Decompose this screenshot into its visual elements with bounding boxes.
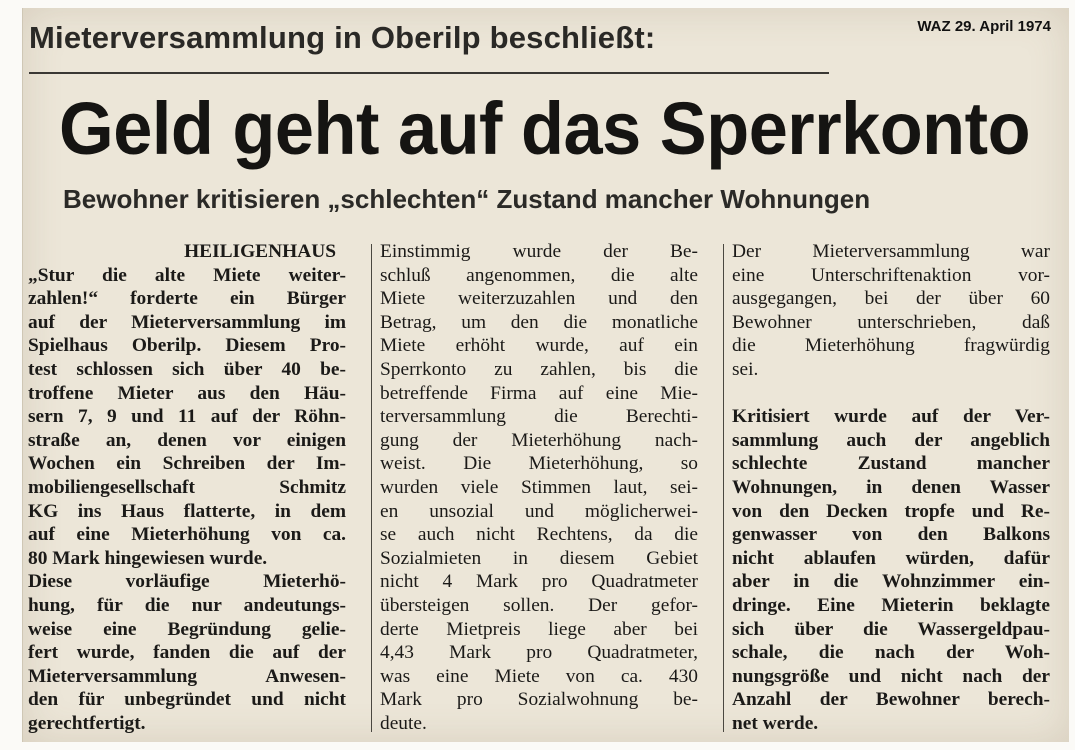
article-column-2: [380, 240, 698, 735]
text-line: net werde.: [732, 712, 819, 734]
text-line: sern 7, 9 und 11 auf der Röhn-: [28, 406, 346, 428]
text-line: troffene Mieter aus den Häu-: [28, 382, 346, 404]
text-line: Sozialmieten in diesem Gebiet: [380, 547, 698, 569]
text-line: deute.: [380, 712, 427, 734]
text-line: fert wurde, fanden die auf der: [28, 642, 346, 664]
text-line: straße an, denen vor einigen: [28, 429, 346, 451]
kicker-headline: Mieterversammlung in Oberilp beschließt:: [29, 20, 656, 55]
text-line: Kritisiert wurde auf der Ver-: [732, 406, 1050, 428]
text-line: en unsozial und möglicherwei-: [380, 500, 698, 522]
text-line: weise eine Begründung gelie-: [28, 618, 346, 640]
dateline: HEILIGENHAUS: [184, 241, 336, 262]
text-line: was eine Miete von ca. 430: [380, 665, 698, 687]
text-line: Spielhaus Oberilp. Diesem Pro-: [28, 335, 346, 357]
text-line: sich über die Wassergeldpau-: [732, 618, 1050, 640]
text-line: ausgegangen, bei der über 60: [732, 288, 1050, 310]
text-line: mobiliengesellschaft Schmitz: [28, 476, 346, 498]
text-line: Der Mieterversammlung war: [732, 241, 1050, 262]
text-line: schale, die nach der Woh-: [732, 642, 1050, 664]
text-line: Wohnungen, in denen Wasser: [732, 476, 1050, 498]
text-line: aber in die Wohnzimmer ein-: [732, 571, 1050, 593]
text-line: test schlossen sich über 40 be-: [28, 358, 346, 380]
text-line: Bewohner unterschrieben, daß: [732, 311, 1050, 333]
text-line: Diese vorläufige Mieterhö-: [28, 571, 346, 593]
text-line: Sperrkonto zu zahlen, bis die: [380, 358, 698, 380]
text-line: auf eine Mieterhöhung von ca.: [28, 524, 346, 546]
text-line: zahlen!“ forderte ein Bürger: [28, 288, 346, 310]
text-line: Betrag, um den die monatliche: [380, 311, 698, 333]
text-line: terversammlung die Berechti-: [380, 406, 698, 428]
text-line: Mark pro Sozialwohnung be-: [380, 689, 698, 711]
text-line: wurden viele Stimmen laut, sei-: [380, 476, 698, 498]
text-line: Miete erhöht wurde, auf ein: [380, 335, 698, 357]
text-line: die Mieterhöhung fragwürdig: [732, 335, 1050, 357]
text-line: genwasser von den Balkons: [732, 524, 1050, 546]
text-line: Mieterversammlung Anwesen-: [28, 665, 346, 687]
column-3-paragraph-1: [732, 240, 1050, 382]
text-line: betreffende Firma auf eine Mie-: [380, 382, 698, 404]
text-line: nicht 4 Mark pro Quadratmeter: [380, 571, 698, 593]
column-divider-2: [723, 244, 724, 732]
text-line: 80 Mark hingewiesen wurde.: [28, 547, 268, 569]
text-line: Wochen ein Schreiben der Im-: [28, 453, 346, 475]
column-1-body: [28, 264, 346, 736]
text-line: „Stur die alte Miete weiter-: [28, 264, 346, 286]
paragraph-gap: [732, 382, 1050, 406]
text-line: sei.: [732, 358, 759, 380]
text-line: auf der Mieterversammlung im: [28, 311, 346, 333]
text-line: se auch nicht Rechtens, da die: [380, 524, 698, 546]
column-3-paragraph-2: [732, 405, 1050, 735]
column-2-body: [380, 240, 698, 735]
text-line: nicht ablaufen würden, dafür: [732, 547, 1050, 569]
text-line: gerechtfertigt.: [28, 712, 146, 734]
source-label: WAZ 29. April 1974: [917, 18, 1051, 35]
article-column-1: [28, 240, 346, 735]
text-line: übersteigen sollen. Der gefor-: [380, 594, 698, 616]
kicker-underline: [29, 72, 829, 74]
text-line: dringe. Eine Mieterin beklagte: [732, 594, 1050, 616]
text-line: von den Decken tropfe und Re-: [732, 500, 1050, 522]
main-headline: Geld geht auf das Sperrkonto: [59, 87, 1031, 170]
subheadline: Bewohner kritisieren „schlechten“ Zustand mancher Wohnungen: [63, 184, 871, 214]
text-line: Anzahl der Bewohner berech-: [732, 689, 1050, 711]
article-column-3: [732, 240, 1050, 735]
text-line: gung der Mieterhöhung nach-: [380, 429, 698, 451]
text-line: Einstimmig wurde der Be-: [380, 241, 698, 262]
text-line: den für unbegründet und nicht: [28, 689, 346, 711]
text-line: Miete weiterzuzahlen und den: [380, 288, 698, 310]
text-line: eine Unterschriftenaktion vor-: [732, 264, 1050, 286]
newspaper-clipping: [22, 8, 1069, 742]
column-divider-1: [371, 244, 372, 732]
text-line: schluß angenommen, die alte: [380, 264, 698, 286]
text-line: nungsgröße und nicht nach der: [732, 665, 1050, 687]
text-line: KG ins Haus flatterte, in dem: [28, 500, 346, 522]
text-line: schlechte Zustand mancher: [732, 453, 1050, 475]
text-line: sammlung auch der angeblich: [732, 429, 1050, 451]
text-line: hung, für die nur andeutungs-: [28, 594, 346, 616]
text-line: weist. Die Mieterhöhung, so: [380, 453, 698, 475]
text-line: 4,43 Mark pro Quadratmeter,: [380, 642, 698, 664]
text-line: derte Mietpreis liege aber bei: [380, 618, 698, 640]
